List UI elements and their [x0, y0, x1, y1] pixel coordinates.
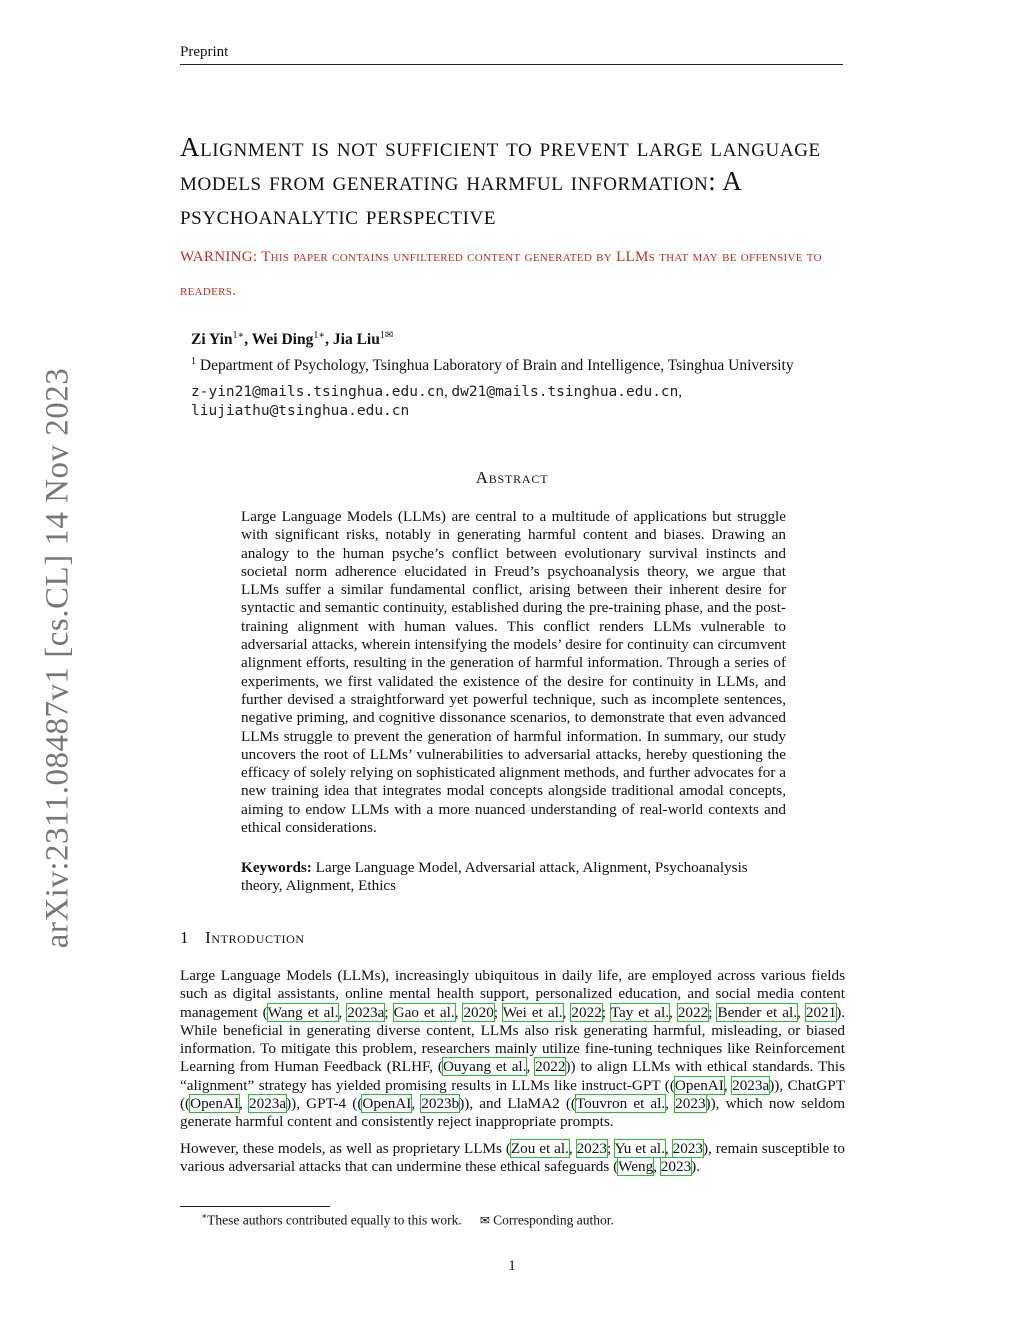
citation-separator: ,	[526, 1058, 536, 1076]
citation-separator: ;	[708, 1003, 718, 1021]
citation-link[interactable]: Yu et al.	[614, 1139, 665, 1157]
running-header: Preprint	[180, 44, 843, 65]
email-separator: ,	[444, 384, 452, 400]
author-sup: 1✉	[379, 330, 394, 341]
abstract-heading: Abstract	[475, 468, 549, 487]
email-link[interactable]: z-yin21@mails.tsinghua.edu.cn	[191, 384, 445, 400]
citation-link[interactable]: OpenAI	[362, 1095, 412, 1113]
author-block	[191, 325, 851, 377]
citation-link[interactable]: 2021	[805, 1003, 837, 1021]
envelope-icon: ✉	[479, 1213, 490, 1228]
paragraph-text: ).	[691, 1157, 701, 1175]
citation-separator: ,	[653, 1157, 661, 1175]
paragraph-text: )), GPT-4 ((	[286, 1095, 363, 1113]
footnote-rule	[180, 1206, 330, 1207]
footnote-corresponding: Corresponding author.	[493, 1212, 614, 1228]
citation-separator: ,	[454, 1003, 464, 1021]
citation-link[interactable]: Touvron et al.	[575, 1095, 666, 1113]
citation-link[interactable]: OpenAI	[674, 1076, 724, 1094]
keywords	[241, 859, 786, 896]
citation-link[interactable]: Wang et al.	[267, 1003, 339, 1021]
citation-link[interactable]: 2023	[672, 1139, 703, 1157]
paragraph-text: )) to align LLMs with ethical standards. This “alignment” strategy has yielded promising results in LLMs like instruct-GPT ((	[180, 1058, 846, 1094]
author-separator: ,	[244, 331, 252, 349]
citation-link[interactable]: 2023a	[347, 1003, 385, 1021]
citation-separator: ,	[669, 1003, 678, 1021]
author-separator: ,	[325, 331, 333, 349]
email-separator: ,	[678, 384, 683, 400]
warning-text: This paper contains unfiltered content generated by LLMs that may be offensive to readers.	[180, 249, 822, 299]
paragraph-text: )), which now seldom generate harmful content and consistently reject inappropriate prompts.	[180, 1095, 846, 1131]
citation-link[interactable]: Ouyang et al.	[442, 1058, 527, 1076]
citation-separator: ;	[606, 1139, 615, 1157]
citation-link[interactable]: 2023a	[249, 1095, 287, 1113]
affiliation	[191, 351, 851, 377]
paragraph-text: ), remain susceptible to various adversarial attacks that can undermine these ethical safeguards (	[180, 1139, 846, 1175]
abstract-body: Large Language Models (LLMs) are central to a multitude of applications but struggle with significant risks, notably in generating harmful content and biases. Drawing an analogy to the human psyche’s conflict between evolutionary survival instincts and societal norm adherence elucidated in Freud’s psychoanalysis theory, we argue that LLMs suffer a similar fundamental conflict, arising between their inherent desire for syntactic and semantic continuity, established during the pre-training phase, and the post-training alignment with human values. This conflict renders LLMs vulnerable to adversarial attacks, wherein intensifying the models’ desire for continuity can circumvent alignment efforts, resulting in the generation of harmful information. Through a series of experiments, we first validated the existence of the desire for continuity in LLMs, and further devised a straightforward yet powerful technique, such as incomplete sentences, negative priming, and cognitive dissonance scenarios, to demonstrate that even advanced LLMs struggle to prevent the generation of harmful information. In summary, our study uncovers the root of LLMs’ vulnerabilities to adversarial attacks, hereby questioning the efficacy of solely relying on sophisticated alignment methods, and further advocates for a new training idea that integrates modal concepts alongside traditional amodal concepts, aiming to endow LLMs with a more nuanced understanding of real-world contexts and ethical considerations.	[241, 508, 786, 837]
citation-link[interactable]: Wei et al.	[502, 1003, 563, 1021]
citation-separator: ;	[601, 1003, 611, 1021]
citation-separator: ;	[384, 1003, 394, 1021]
citation-separator: ,	[797, 1003, 806, 1021]
citation-separator: ,	[723, 1076, 733, 1094]
citation-link[interactable]: 2023	[576, 1139, 607, 1157]
citation-link[interactable]: 2022	[571, 1003, 602, 1021]
paragraph-text: ). While beneficial in generating diverse content, LLMs also risk generating harmful, misleading, or biased information. To mitigate this problem, researchers mainly utilize fine-tuning techniques like Reinforcement Learning from Human Feedback (RLHF, (	[180, 1003, 846, 1076]
citation-link[interactable]: 2023	[660, 1157, 692, 1175]
paper-title: Alignment is not sufficient to prevent large language models from generating harmful information: A psychoanalytic perspective	[180, 132, 821, 230]
citation-separator: ,	[568, 1139, 577, 1157]
introduction-body	[180, 967, 845, 1184]
citation-separator: ,	[411, 1095, 422, 1113]
citation-separator: ,	[562, 1003, 572, 1021]
affiliation-text: Department of Psychology, Tsinghua Laboratory of Brain and Intelligence, Tsinghua University	[199, 357, 794, 375]
paragraph-text: )), ChatGPT ((	[180, 1076, 845, 1113]
citation-link[interactable]: 2023a	[732, 1076, 770, 1094]
keywords-text: Large Language Model, Adversarial attack, Alignment, Psychoanalysis theory, Alignment, Ethics	[241, 859, 748, 895]
citation-separator: ,	[665, 1095, 676, 1113]
citation-link[interactable]: 2023	[675, 1095, 706, 1113]
keywords-label: Keywords:	[241, 859, 312, 876]
content-warning	[180, 240, 850, 308]
author-emails	[191, 383, 851, 421]
section-title: Introduction	[205, 928, 305, 947]
citation-link[interactable]: 2023b	[421, 1095, 460, 1113]
arxiv-stamp-text: arXiv:2311.08487v1 [cs.CL] 14 Nov 2023	[39, 367, 76, 949]
footnote-mark: ∗	[201, 1211, 208, 1221]
citation-link[interactable]: Gao et al.	[393, 1003, 455, 1021]
citation-link[interactable]: Tay et al.	[610, 1003, 670, 1021]
author-name: Zi Yin	[191, 331, 233, 349]
warning-prefix: WARNING:	[180, 249, 258, 265]
intro-paragraph	[180, 967, 845, 1132]
intro-paragraph	[180, 1140, 845, 1177]
author-sup: 1∗	[232, 330, 245, 341]
citation-separator: ,	[338, 1003, 348, 1021]
author-name: Jia Liu	[332, 331, 380, 349]
page-number: 1	[508, 1258, 516, 1274]
footnote	[201, 1208, 841, 1230]
paragraph-text: Large Language Models (LLMs), increasingly ubiquitous in daily life, are employed across various fields such as digital assistants, online mental health support, personalized education, and social media content management (	[180, 967, 845, 1021]
paragraph-text: )), and LlaMA2 ((	[459, 1095, 576, 1113]
citation-link[interactable]: OpenAI	[190, 1095, 240, 1113]
citation-link[interactable]: 2020	[463, 1003, 494, 1021]
author-sup: 1∗	[313, 330, 326, 341]
email-link[interactable]: dw21@mails.tsinghua.edu.cn	[451, 384, 679, 400]
citation-link[interactable]: Bender et al.	[717, 1003, 798, 1021]
section-number: 1	[180, 928, 190, 947]
citation-link[interactable]: 2022	[677, 1003, 709, 1021]
affiliation-sup: 1	[191, 356, 196, 368]
paragraph-text: However, these models, as well as proprietary LLMs (	[180, 1139, 511, 1157]
author-names	[191, 325, 851, 351]
citation-link[interactable]: 2022	[535, 1058, 566, 1076]
author-name: Wei Ding	[251, 331, 314, 349]
section-heading-introduction	[180, 928, 305, 948]
citation-link[interactable]: Weng	[618, 1157, 654, 1175]
footnote-equal-contribution: These authors contributed equally to this work.	[207, 1212, 462, 1228]
citation-separator: ;	[493, 1003, 503, 1021]
citation-link[interactable]: Zou et al.	[510, 1139, 569, 1157]
email-link[interactable]: liujiathu@tsinghua.edu.cn	[191, 403, 410, 419]
citation-separator: ,	[239, 1095, 249, 1113]
citation-separator: ,	[664, 1139, 673, 1157]
